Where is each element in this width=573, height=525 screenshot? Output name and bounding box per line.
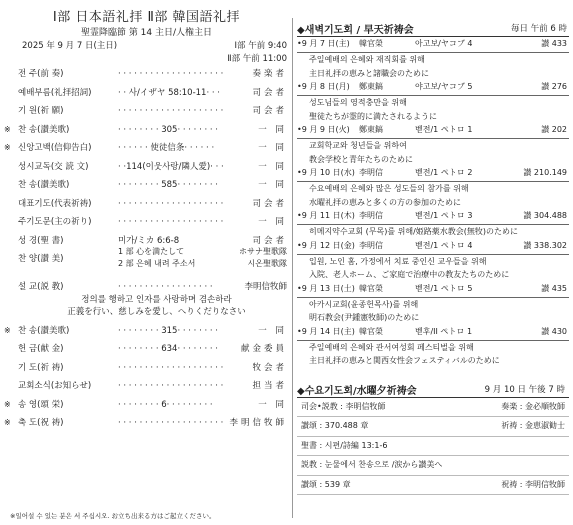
wednesday-info-row — [297, 437, 569, 457]
entry-passage: 아고보/ヤコブ 4 — [415, 39, 473, 48]
liturgy-label: 성 경(聖 書) — [18, 235, 64, 246]
liturgy-detail: · · · · · · · · 585· · · · · · · · — [118, 180, 218, 190]
entry-leader: 韓官榮 — [359, 283, 383, 293]
liturgy-detail: · · · · · · · · · · · · · · · · · · · · — [118, 217, 224, 227]
wednesday-info-row — [297, 417, 569, 437]
dawn-prayer-entry — [297, 239, 569, 255]
liturgy-label: 설 교(説 教) — [18, 282, 64, 292]
prayer-meetings-column — [297, 21, 569, 521]
liturgy-label: 축 도(祝 祷) — [18, 418, 64, 428]
worship-order-column — [4, 10, 289, 522]
dawn-prayer-entry — [297, 209, 569, 225]
service-title: Ⅰ部 日本語礼拝 Ⅱ部 韓国語礼拝 — [52, 10, 241, 25]
liturgy-row — [4, 195, 289, 214]
entry-date: •9 月 7 日(主) — [297, 39, 350, 48]
liturgy-row — [4, 213, 289, 232]
wednesday-info-row — [297, 476, 569, 496]
liturgy-responsible: 献金委員 — [240, 344, 287, 354]
liturgy-label: 주기도문(主の祈り) — [18, 217, 92, 227]
entry-prayer-korean: 성도님들의 영적충만을 위해 — [309, 98, 407, 107]
wednesday-prayer-header — [297, 382, 569, 398]
liturgy-responsible: 牧会者 — [252, 362, 287, 373]
entry-passage: 벧전/1 ペトロ 2 — [415, 168, 473, 177]
column-divider — [292, 18, 293, 518]
liturgy-responsible: 一 同 — [258, 161, 287, 172]
liturgy-detail: · · · · · · · · · · · · · · · · · · · · — [118, 69, 224, 79]
info-left: 司会•説教 : 李明信牧師 — [301, 401, 386, 411]
entry-prayer-japanese: 入院、老人ホーム、ご家庭で治療中の教友たちのために — [309, 270, 510, 279]
liturgy-detail: · · · · · · 使徒信条· · · · · · — [118, 143, 215, 153]
liturgy-responsible: 一 同 — [258, 124, 287, 135]
liturgy-responsible: 一 同 — [258, 180, 287, 190]
dawn-prayer-entry — [297, 37, 569, 53]
anthem-song-part1: 1 部 心を満たして — [118, 247, 185, 256]
entry-leader: 韓官榮 — [359, 326, 383, 336]
entry-passage: 벧전/1 ペトロ 3 — [415, 211, 473, 220]
entry-hymn: 讃 430 — [541, 326, 567, 336]
entry-date: •9 月 10 日(水) — [297, 168, 355, 177]
liturgy-responsible: 司会者 — [252, 198, 287, 209]
entry-prayer-japanese: 教会学校と青年たちのために — [309, 154, 413, 164]
dawn-prayer-entry — [297, 123, 569, 139]
info-right: 奏楽 : 金必順牧師 — [501, 401, 565, 411]
entry-passage: 야고보/ヤコブ 5 — [415, 82, 473, 91]
entry-date: •9 月 13 日(土) — [297, 283, 355, 293]
entry-prayer-japanese: 主日礼拝の恵みと関西女性会フェスティバルのために — [309, 356, 500, 365]
liturgy-responsible: 一 同 — [258, 325, 287, 336]
wednesday-info-row — [297, 456, 569, 476]
service-time-part2: Ⅱ部 午前 11:00 — [227, 54, 287, 64]
info-left: 説教 : 눈물에서 찬송으로 /涙から讃美へ — [301, 460, 443, 469]
wednesday-prayer-list — [297, 398, 569, 496]
entry-leader: 李明信 — [359, 240, 383, 250]
info-left: 讃頌 : 370.488 章 — [301, 421, 369, 430]
entry-leader: 韓官榮 — [359, 39, 383, 48]
entry-prayer-korean: 아카시교회(윤종헌목사)를 위해 — [309, 299, 419, 309]
liturgy-row — [4, 158, 289, 177]
liturgy-responsible: 司会者 — [252, 235, 287, 246]
liturgy-detail: · ·114(이웃사랑/隣人愛)· · · — [118, 161, 224, 172]
liturgy-row-anthem — [4, 247, 289, 278]
entry-passage: 벧전/1 ペトロ 1 — [415, 125, 473, 134]
entry-prayer-korean: 주일예배의 은혜와 관서여성회 페스티벌을 위해 — [309, 342, 474, 352]
liturgy-label: 찬 송(讃美歌) — [18, 124, 70, 135]
liturgy-label: 헌 금(献 金) — [18, 344, 64, 354]
dawn-prayer-entry — [297, 80, 569, 96]
entry-leader: 李明信 — [359, 168, 383, 177]
info-right: 祝祷 : 李明信牧師 — [501, 479, 565, 489]
sermon-preacher: 李明信牧師 — [244, 282, 287, 292]
liturgy-label: 기 도(祈 祷) — [18, 362, 64, 373]
entry-hymn: 讃 276 — [541, 82, 567, 91]
sermon-title — [24, 294, 289, 318]
liturgy-list — [4, 65, 289, 250]
liturgy-responsible: 司会者 — [252, 87, 287, 98]
liturgy-leader-dots: · · · · · · · · · · · · · · · · · · — [118, 282, 213, 292]
entry-hymn: 讃 435 — [541, 283, 567, 293]
liturgy-responsible: 担当者 — [252, 381, 287, 391]
liturgy-detail: · · · · · · · · · · · · · · · · · · · · — [118, 362, 224, 373]
entry-prayer-korean: 주일예배의 은혜와 재직회를 위해 — [309, 55, 425, 64]
anthem-choir-part2: 시온聖歌隊 — [247, 259, 287, 268]
liturgy-detail: · · · · · · · · 6· · · · · · · · · — [118, 399, 213, 410]
dawn-prayer-time: 毎日 午前 6 時 — [510, 24, 567, 34]
liturgy-row — [4, 65, 289, 84]
liturgy-row-sermon — [4, 278, 289, 297]
entry-leader: 鄭東鎬 — [359, 82, 383, 91]
entry-prayer-japanese: 水曜礼拝の恵みと多くの方の参加のために — [309, 197, 461, 207]
wednesday-prayer-section — [297, 382, 569, 496]
sermon-title-japanese: 正義を行い、慈しみを愛し、へりくだりなさい — [67, 306, 246, 317]
entry-prayer-japanese: 聖徒たちが霊的に満たされるように — [309, 111, 437, 121]
entry-passage: 벧전/1 ペトロ 4 — [415, 240, 473, 250]
entry-leader: 鄭東鎬 — [359, 125, 383, 134]
service-time-part1: Ⅰ部 午前 9:40 — [234, 41, 287, 51]
entry-prayer-japanese: 明石教会(尹鍾憲牧師)のために — [309, 313, 420, 322]
entry-passage: 벧후/II ペトロ 1 — [415, 326, 473, 336]
entry-hymn: 讃 202 — [541, 125, 567, 134]
entry-date: •9 月 8 日(月) — [297, 82, 350, 91]
entry-prayer-japanese: 主日礼拝の恵みと諸職会のために — [309, 68, 429, 78]
standing-mark: ※ — [4, 143, 11, 152]
info-left: 聖書 : 시편/詩編 13:1-6 — [301, 440, 388, 450]
liturgy-label: 대표기도(代表祈祷) — [18, 198, 92, 209]
entry-passage: 벧전/1 ペトロ 5 — [415, 283, 473, 293]
info-right: 祈祷 : 金恵淑勧士 — [501, 421, 565, 430]
wednesday-prayer-title: ◆수요기도회/水曜夕祈祷会 — [297, 385, 417, 397]
sermon-title-korean: 정의를 행하고 인자를 사랑하며 겸손하라 — [81, 294, 232, 305]
liturgy-detail: · · · · · · · · · · · · · · · · · · · · — [118, 106, 224, 116]
liturgy-label: 교회소식(お知らせ) — [18, 381, 92, 391]
service-dateline — [4, 39, 289, 65]
liturgy-label: 찬 양(讃 美) — [18, 254, 64, 264]
entry-prayer-korean: 수요예배의 은혜와 많은 성도들의 참가를 위해 — [309, 184, 469, 193]
entry-prayer-korean: 입원, 노인 홈, 가정에서 치료 중인신 교우들을 위해 — [309, 256, 487, 266]
liturgy-detail: · · · · · · · · · · · · · · · · · · · · — [118, 418, 224, 428]
liturgy-row — [4, 377, 289, 396]
liturgy-responsible: 李明信牧師 — [229, 418, 287, 428]
entry-date: •9 月 11 日(木) — [297, 211, 355, 220]
entry-hymn: 讃 338.302 — [523, 240, 567, 250]
entry-date: •9 月 9 日(火) — [297, 125, 350, 134]
wednesday-info-row — [297, 398, 569, 418]
anthem-choirs — [239, 246, 287, 270]
liturgy-label: 찬 송(讃美歌) — [18, 325, 70, 336]
liturgy-label: 신앙고백(信仰告白) — [18, 143, 92, 153]
standing-mark: ※ — [4, 399, 11, 409]
standing-mark: ※ — [4, 418, 11, 427]
liturgy-list-closing — [4, 322, 289, 433]
entry-hymn: 讃 304.488 — [523, 211, 567, 220]
entry-date: •9 月 12 日(金) — [297, 240, 355, 250]
liturgy-row — [4, 396, 289, 415]
dawn-prayer-entry — [297, 282, 569, 298]
liturgy-label: 성시교독(交 読 文) — [18, 161, 89, 172]
entry-date: •9 月 14 日(主) — [297, 326, 355, 336]
anthem-songs — [118, 246, 195, 270]
liturgy-label: 송 영(頌 栄) — [18, 399, 64, 410]
liturgy-detail: 미가/ミカ 6:6-8 — [118, 235, 180, 246]
anthem-choir-part1: ホサナ聖歌隊 — [239, 247, 287, 256]
dawn-prayer-list — [297, 37, 569, 368]
liturgy-label: 찬 송(讃美歌) — [18, 180, 70, 190]
dawn-prayer-header — [297, 21, 569, 37]
service-subtitle: 聖霊降臨節 第 14 主日/人権主日 — [80, 28, 213, 38]
liturgy-row — [4, 102, 289, 121]
liturgy-responsible: 司会者 — [252, 106, 287, 116]
entry-prayer-korean: 히메지약수교회 (무목)를 위해/姫路薬水教会(無牧)のために — [309, 227, 518, 236]
liturgy-label: 예배부름(礼拝招詞) — [18, 87, 92, 98]
liturgy-detail: · · · · · · · · 315· · · · · · · · — [118, 325, 218, 336]
liturgy-label: 기 원(祈 願) — [18, 106, 64, 116]
entry-leader: 李明信 — [359, 211, 383, 220]
liturgy-responsible: 一 同 — [258, 143, 287, 153]
liturgy-row — [4, 340, 289, 359]
service-date: 2025 年 9 月 7 日(主日) — [22, 41, 118, 51]
info-left: 讃頌 : 539 章 — [301, 479, 351, 489]
dawn-prayer-entry — [297, 325, 569, 341]
liturgy-detail: · · · · · · · · 305· · · · · · · · — [118, 124, 218, 135]
dawn-prayer-entry — [297, 166, 569, 182]
standing-mark: ※ — [4, 325, 11, 335]
liturgy-row — [4, 121, 289, 140]
entry-prayer-korean: 교회학교와 청년들을 위하여 — [309, 141, 407, 150]
dawn-prayer-title: ◆새벽기도회 / 早天祈祷会 — [297, 25, 414, 36]
standing-mark: ※ — [4, 124, 11, 134]
liturgy-row — [4, 139, 289, 158]
liturgy-detail: · · 사/イザヤ 58:10-11· · · — [118, 87, 220, 98]
wednesday-prayer-time: 9 月 10 日 午後 7 時 — [484, 384, 565, 395]
liturgy-row — [4, 359, 289, 378]
liturgy-detail: · · · · · · · · 634· · · · · · · · — [118, 344, 218, 354]
liturgy-responsible: 奏楽者 — [252, 69, 287, 79]
liturgy-row — [4, 176, 289, 195]
anthem-song-part2: 2 部 은혜 내려 주소서 — [118, 259, 196, 268]
liturgy-responsible: 一 同 — [258, 399, 287, 410]
entry-hymn: 讃 433 — [541, 39, 567, 48]
liturgy-detail: · · · · · · · · · · · · · · · · · · · · — [118, 198, 224, 209]
standing-footnote: ※일어설 수 있는 분은 서 주십시오. お立ち出来る方はご起立ください。 — [10, 512, 216, 520]
liturgy-detail: · · · · · · · · · · · · · · · · · · · · — [118, 381, 224, 391]
liturgy-row — [4, 322, 289, 341]
liturgy-row — [4, 84, 289, 103]
liturgy-responsible: 一 同 — [258, 217, 287, 227]
liturgy-row — [4, 414, 289, 433]
entry-hymn: 讃 210.149 — [523, 168, 567, 177]
liturgy-label: 전 주(前 奏) — [18, 69, 64, 79]
